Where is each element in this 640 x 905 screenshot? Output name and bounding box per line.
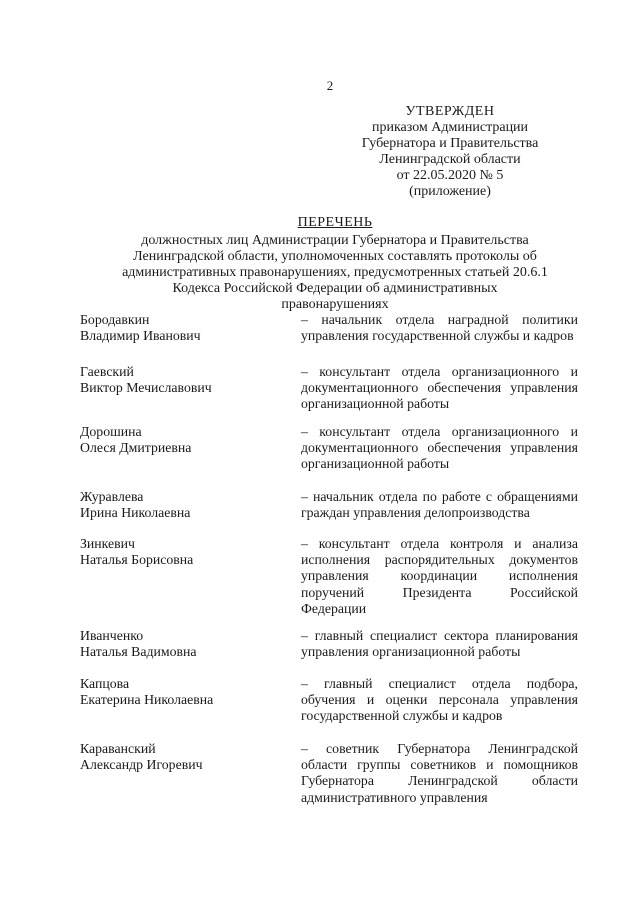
heading-line: Кодекса Российской Федерации об административных правонарушениях (172, 281, 498, 312)
page-number: 2 (326, 78, 334, 93)
position-line: – главный специалист сектора планирования (301, 628, 578, 643)
official-name (80, 741, 280, 773)
document-heading (120, 215, 550, 313)
official-given-names: Наталья Вадимовна (80, 644, 197, 660)
official-position (301, 628, 578, 660)
approval-note: (приложение) (409, 184, 491, 199)
position-line: области группы советников и помощников (301, 757, 578, 773)
position-line: организационной работы (301, 456, 450, 472)
position-line: – консультант отдела контроля и анализа (301, 536, 578, 551)
official-given-names: Александр Игоревич (80, 757, 203, 773)
approval-line: приказом Администрации (371, 120, 529, 135)
official-name (80, 676, 280, 708)
official-position (301, 364, 578, 413)
official-name (80, 312, 280, 344)
official-surname: Дорошина (80, 424, 142, 439)
position-line: управления организационной работы (301, 644, 521, 660)
official-position (301, 312, 578, 344)
position-line: Федерации (301, 600, 367, 616)
official-surname: Иванченко (80, 628, 144, 643)
position-line: документационного обеспечения управления (301, 440, 578, 456)
official-surname: Капцова (80, 676, 130, 691)
official-surname: Караванский (80, 741, 156, 756)
approval-stamp (350, 104, 550, 200)
position-line: – консультант отдела организационного и (301, 424, 578, 439)
official-given-names: Ирина Николаевна (80, 505, 191, 521)
position-line: – консультант отдела организационного и (301, 364, 578, 379)
approval-title: УТВЕРЖДЕН (405, 104, 495, 119)
official-given-names: Олеся Дмитриевна (80, 440, 192, 456)
official-position (301, 489, 578, 521)
official-position (301, 424, 578, 473)
position-line: поручений Президента Российской (301, 584, 578, 600)
position-line: административного управления (301, 789, 488, 805)
official-name (80, 424, 280, 456)
official-name (80, 489, 280, 521)
position-line: исполнения распорядительных документов (301, 552, 578, 568)
official-name (80, 628, 280, 660)
position-line: – советник Губернатора Ленинградской (301, 741, 578, 756)
position-line: – начальник отдела по работе с обращениями (301, 489, 578, 504)
position-line: – главный специалист отдела подбора, (301, 676, 578, 691)
official-surname: Гаевский (80, 364, 134, 379)
official-given-names: Виктор Мечиславович (80, 380, 212, 396)
official-name (80, 536, 280, 568)
position-line: – начальник отдела наградной политики (301, 312, 578, 327)
official-surname: Бородавкин (80, 312, 150, 327)
official-name (80, 364, 280, 396)
heading-title: ПЕРЕЧЕНЬ (297, 215, 373, 230)
official-given-names: Екатерина Николаевна (80, 692, 214, 708)
official-position (301, 741, 578, 806)
heading-line: должностных лиц Администрации Губернатора и Правительства (141, 233, 529, 248)
position-line: управления государственной службы и кадров (301, 328, 574, 344)
approval-date: от 22.05.2020 № 5 (396, 168, 504, 183)
official-position (301, 536, 578, 617)
position-line: граждан управления делопроизводства (301, 505, 530, 521)
official-surname: Журавлева (80, 489, 144, 504)
position-line: управления координации исполнения (301, 568, 578, 584)
position-line: Губернатора Ленинградской области (301, 773, 578, 789)
official-given-names: Владимир Иванович (80, 328, 201, 344)
official-position (301, 676, 578, 725)
approval-line: Губернатора и Правительства (361, 136, 539, 151)
heading-line: административных правонарушениях, предусмотренных статьей 20.6.1 (122, 265, 548, 280)
approval-line: Ленинградской области (379, 152, 521, 167)
position-line: документационного обеспечения управления (301, 380, 578, 396)
position-line: организационной работы (301, 396, 450, 412)
heading-line: Ленинградской области, уполномоченных составлять протоколы об (133, 249, 537, 264)
position-line: обучения и оценки персонала управления (301, 692, 578, 708)
official-given-names: Наталья Борисовна (80, 552, 194, 568)
position-line: государственной службы и кадров (301, 708, 503, 724)
official-surname: Зинкевич (80, 536, 135, 551)
